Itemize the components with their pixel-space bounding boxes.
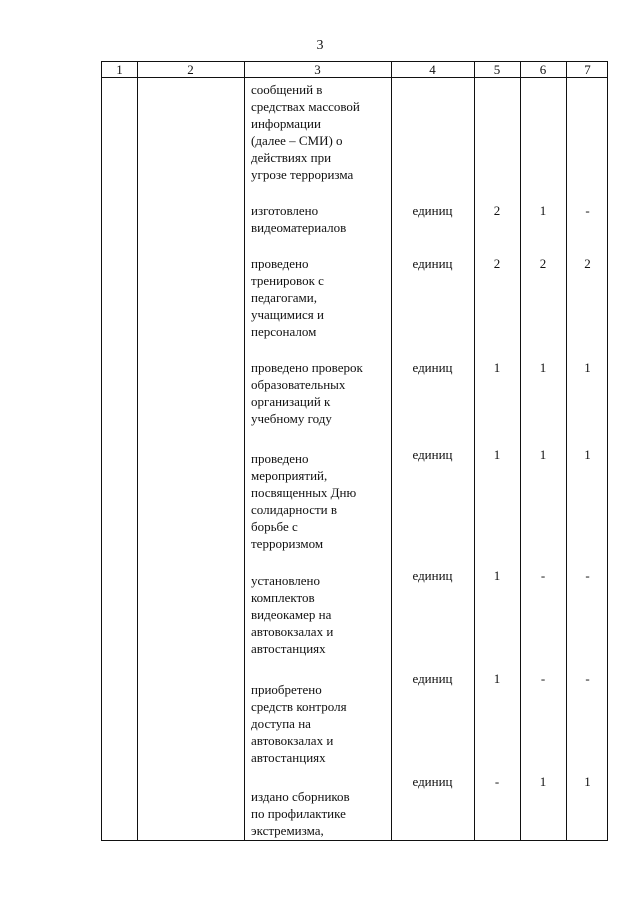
value-cell-5: 1: [493, 360, 501, 375]
unit-cell: единиц: [412, 568, 453, 583]
value-cell-6: -: [540, 568, 546, 583]
column-header-2: 2: [187, 62, 194, 77]
data-table: [101, 61, 608, 841]
value-cell-6: 2: [539, 256, 547, 271]
unit-cell: единиц: [412, 256, 453, 271]
value-cell-5: -: [494, 774, 500, 789]
value-cell-7: 1: [584, 774, 591, 789]
unit-cell: единиц: [412, 447, 453, 462]
unit-cell: единиц: [412, 671, 453, 686]
value-cell-6: 1: [539, 447, 547, 462]
value-cell-5: 1: [493, 447, 501, 462]
column-header-1: 1: [116, 62, 123, 77]
value-cell-7: -: [585, 568, 590, 583]
value-cell-5: 1: [493, 568, 501, 583]
value-cell-5: 1: [493, 671, 501, 686]
indicator-text: изготовлено видеоматериалов: [251, 203, 347, 235]
indicator-text: сообщений в средствах массовой информации (далее – СМИ) о действиях при угрозе терроризма: [251, 82, 360, 182]
indicator-text: проведено тренировок с педагогами, учащимися и персоналом: [251, 256, 324, 339]
value-cell-7: 1: [584, 447, 591, 462]
value-cell-5: 2: [493, 256, 501, 271]
value-cell-7: 1: [584, 360, 591, 375]
unit-cell: единиц: [412, 774, 453, 789]
column-divider: [244, 62, 245, 840]
header-divider: [102, 77, 607, 78]
value-cell-7: 2: [584, 256, 591, 271]
column-header-6: 6: [539, 62, 547, 77]
value-cell-5: 2: [493, 203, 501, 218]
value-cell-7: -: [585, 203, 590, 218]
value-cell-6: 1: [539, 774, 547, 789]
page-number: 3: [316, 38, 324, 53]
indicator-text: приобретено средств контроля доступа на автовокзалах и автостанциях: [251, 682, 347, 765]
indicator-text: установлено комплектов видеокамер на автовокзалах и автостанциях: [251, 573, 334, 656]
value-cell-6: -: [540, 671, 546, 686]
unit-cell: единиц: [412, 360, 453, 375]
indicator-text: проведено проверок образовательных организаций к учебному году: [251, 360, 363, 426]
column-header-4: 4: [429, 62, 436, 77]
indicator-text: проведено мероприятий, посвященных Дню солидарности в борьбе с терроризмом: [251, 451, 357, 551]
unit-cell: единиц: [412, 203, 453, 218]
column-header-7: 7: [584, 62, 591, 77]
value-cell-6: 1: [539, 360, 547, 375]
column-divider: [137, 62, 138, 840]
value-cell-6: 1: [539, 203, 547, 218]
value-cell-7: -: [585, 671, 590, 686]
indicator-text: издано сборников по профилактике экстремизма,: [251, 789, 350, 838]
column-header-5: 5: [493, 62, 501, 77]
column-header-3: 3: [314, 62, 321, 77]
